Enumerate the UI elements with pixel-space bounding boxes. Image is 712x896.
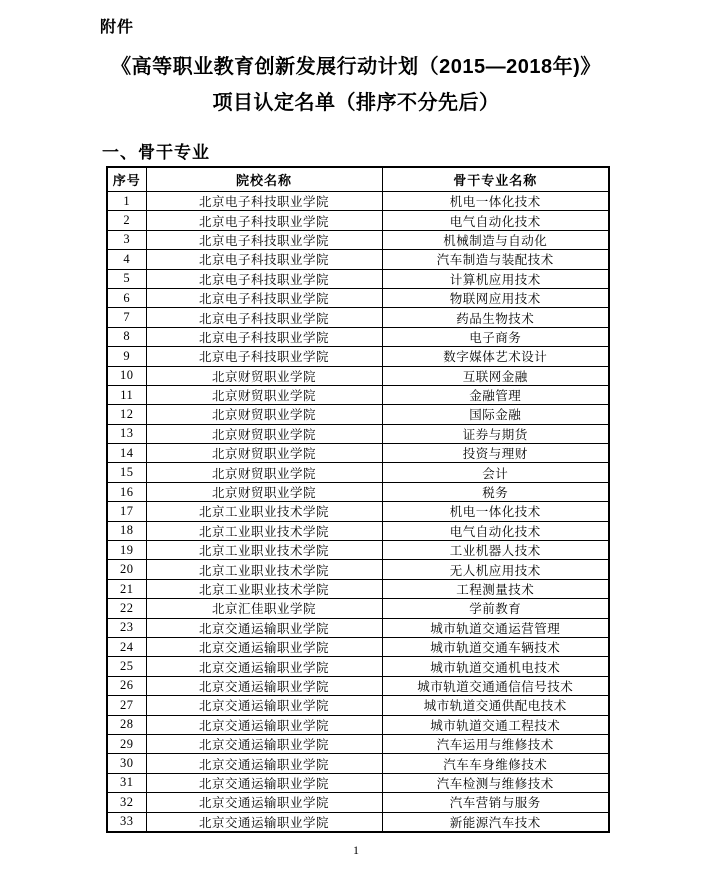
row-number-cell: 16 <box>107 482 146 501</box>
row-number-cell: 7 <box>107 308 146 327</box>
institution-cell: 北京财贸职业学院 <box>146 444 382 463</box>
major-cell: 城市轨道交通供配电技术 <box>382 696 609 715</box>
major-cell: 物联网应用技术 <box>382 288 609 307</box>
institution-cell: 北京工业职业技术学院 <box>146 560 382 579</box>
table-row <box>107 308 609 327</box>
row-number-cell: 3 <box>107 230 146 249</box>
table-row <box>107 521 609 540</box>
section-heading: 一、骨干专业 <box>102 143 210 162</box>
row-number-cell: 33 <box>107 812 146 832</box>
row-number-cell: 13 <box>107 424 146 443</box>
major-cell: 电气自动化技术 <box>382 211 609 230</box>
major-cell: 药品生物技术 <box>382 308 609 327</box>
institution-cell: 北京工业职业技术学院 <box>146 541 382 560</box>
row-number-cell: 12 <box>107 405 146 424</box>
major-cell: 电气自动化技术 <box>382 521 609 540</box>
major-cell: 机械制造与自动化 <box>382 230 609 249</box>
institution-cell: 北京财贸职业学院 <box>146 366 382 385</box>
table-row <box>107 657 609 676</box>
institution-cell: 北京电子科技职业学院 <box>146 308 382 327</box>
table-header <box>107 167 609 192</box>
institution-cell: 北京交通运输职业学院 <box>146 715 382 734</box>
major-cell: 工业机器人技术 <box>382 541 609 560</box>
major-cell: 城市轨道交通运营管理 <box>382 618 609 637</box>
row-number-cell: 28 <box>107 715 146 734</box>
institution-cell: 北京财贸职业学院 <box>146 424 382 443</box>
row-number-cell: 30 <box>107 754 146 773</box>
header-major-name: 骨干专业名称 <box>382 167 609 192</box>
major-cell: 城市轨道交通机电技术 <box>382 657 609 676</box>
table-row <box>107 211 609 230</box>
table-row <box>107 385 609 404</box>
table-row <box>107 327 609 346</box>
row-number-cell: 6 <box>107 288 146 307</box>
row-number-cell: 1 <box>107 192 146 211</box>
institution-cell: 北京交通运输职业学院 <box>146 793 382 812</box>
row-number-cell: 14 <box>107 444 146 463</box>
major-cell: 汽车营销与服务 <box>382 793 609 812</box>
institution-cell: 北京交通运输职业学院 <box>146 696 382 715</box>
institution-cell: 北京交通运输职业学院 <box>146 618 382 637</box>
major-cell: 互联网金融 <box>382 366 609 385</box>
major-cell: 金融管理 <box>382 385 609 404</box>
institution-cell: 北京交通运输职业学院 <box>146 637 382 656</box>
institution-cell: 北京交通运输职业学院 <box>146 734 382 753</box>
institution-cell: 北京财贸职业学院 <box>146 385 382 404</box>
row-number-cell: 32 <box>107 793 146 812</box>
institution-cell: 北京工业职业技术学院 <box>146 502 382 521</box>
institution-cell: 北京交通运输职业学院 <box>146 676 382 695</box>
row-number-cell: 25 <box>107 657 146 676</box>
table-row <box>107 637 609 656</box>
institution-cell: 北京电子科技职业学院 <box>146 192 382 211</box>
row-number-cell: 15 <box>107 463 146 482</box>
major-cell: 无人机应用技术 <box>382 560 609 579</box>
row-number-cell: 31 <box>107 773 146 792</box>
major-cell: 投资与理财 <box>382 444 609 463</box>
table-row <box>107 773 609 792</box>
major-cell: 城市轨道交通工程技术 <box>382 715 609 734</box>
major-cell: 城市轨道交通通信信号技术 <box>382 676 609 695</box>
institution-cell: 北京电子科技职业学院 <box>146 288 382 307</box>
row-number-cell: 2 <box>107 211 146 230</box>
table-row <box>107 812 609 832</box>
table-row <box>107 502 609 521</box>
table-body <box>107 192 609 832</box>
table-row <box>107 676 609 695</box>
table-row <box>107 482 609 501</box>
row-number-cell: 27 <box>107 696 146 715</box>
institution-cell: 北京财贸职业学院 <box>146 463 382 482</box>
table-row <box>107 269 609 288</box>
row-number-cell: 5 <box>107 269 146 288</box>
institution-cell: 北京电子科技职业学院 <box>146 347 382 366</box>
table-row <box>107 599 609 618</box>
table-row <box>107 793 609 812</box>
table-row <box>107 618 609 637</box>
document-title-line1: 《高等职业教育创新发展行动计划（2015—2018年)》 <box>111 56 601 78</box>
row-number-cell: 10 <box>107 366 146 385</box>
row-number-cell: 9 <box>107 347 146 366</box>
table-row <box>107 754 609 773</box>
major-cell: 学前教育 <box>382 599 609 618</box>
header-serial-number: 序号 <box>107 167 146 192</box>
institution-cell: 北京交通运输职业学院 <box>146 812 382 832</box>
row-number-cell: 29 <box>107 734 146 753</box>
institution-cell: 北京工业职业技术学院 <box>146 521 382 540</box>
table-row <box>107 230 609 249</box>
row-number-cell: 21 <box>107 579 146 598</box>
row-number-cell: 17 <box>107 502 146 521</box>
page-number: 1 <box>353 843 359 857</box>
table-row <box>107 444 609 463</box>
institution-cell: 北京财贸职业学院 <box>146 405 382 424</box>
table-row <box>107 192 609 211</box>
institution-cell: 北京电子科技职业学院 <box>146 211 382 230</box>
major-cell: 汽车运用与维修技术 <box>382 734 609 753</box>
row-number-cell: 22 <box>107 599 146 618</box>
table-row <box>107 579 609 598</box>
table-row <box>107 424 609 443</box>
table-row <box>107 541 609 560</box>
header-institution-name: 院校名称 <box>146 167 382 192</box>
table-row <box>107 288 609 307</box>
institution-cell: 北京汇佳职业学院 <box>146 599 382 618</box>
major-cell: 汽车检测与维修技术 <box>382 773 609 792</box>
row-number-cell: 19 <box>107 541 146 560</box>
row-number-cell: 20 <box>107 560 146 579</box>
institution-cell: 北京财贸职业学院 <box>146 482 382 501</box>
major-cell: 城市轨道交通车辆技术 <box>382 637 609 656</box>
major-cell: 会计 <box>382 463 609 482</box>
table-row <box>107 250 609 269</box>
row-number-cell: 4 <box>107 250 146 269</box>
institution-cell: 北京工业职业技术学院 <box>146 579 382 598</box>
institution-cell: 北京交通运输职业学院 <box>146 754 382 773</box>
major-cell: 工程测量技术 <box>382 579 609 598</box>
table-header-row <box>107 167 609 192</box>
row-number-cell: 18 <box>107 521 146 540</box>
row-number-cell: 23 <box>107 618 146 637</box>
major-cell: 数字媒体艺术设计 <box>382 347 609 366</box>
institution-cell: 北京交通运输职业学院 <box>146 773 382 792</box>
table-row <box>107 405 609 424</box>
table-row <box>107 347 609 366</box>
table-row <box>107 366 609 385</box>
major-cell: 证券与期货 <box>382 424 609 443</box>
table-row <box>107 734 609 753</box>
institution-cell: 北京电子科技职业学院 <box>146 327 382 346</box>
major-cell: 计算机应用技术 <box>382 269 609 288</box>
institution-cell: 北京交通运输职业学院 <box>146 657 382 676</box>
institution-cell: 北京电子科技职业学院 <box>146 269 382 288</box>
major-cell: 汽车制造与装配技术 <box>382 250 609 269</box>
institution-cell: 北京电子科技职业学院 <box>146 250 382 269</box>
major-cell: 机电一体化技术 <box>382 502 609 521</box>
row-number-cell: 26 <box>107 676 146 695</box>
row-number-cell: 8 <box>107 327 146 346</box>
document-title-line2: 项目认定名单（排序不分先后） <box>212 92 500 114</box>
major-cell: 国际金融 <box>382 405 609 424</box>
attachment-label: 附件 <box>100 19 135 36</box>
table-row <box>107 715 609 734</box>
major-cell: 机电一体化技术 <box>382 192 609 211</box>
row-number-cell: 11 <box>107 385 146 404</box>
table-row <box>107 463 609 482</box>
major-cell: 汽车车身维修技术 <box>382 754 609 773</box>
table-row <box>107 560 609 579</box>
major-cell: 新能源汽车技术 <box>382 812 609 832</box>
major-cell: 税务 <box>382 482 609 501</box>
major-cell: 电子商务 <box>382 327 609 346</box>
table-row <box>107 696 609 715</box>
key-majors-table <box>106 166 610 833</box>
row-number-cell: 24 <box>107 637 146 656</box>
institution-cell: 北京电子科技职业学院 <box>146 230 382 249</box>
